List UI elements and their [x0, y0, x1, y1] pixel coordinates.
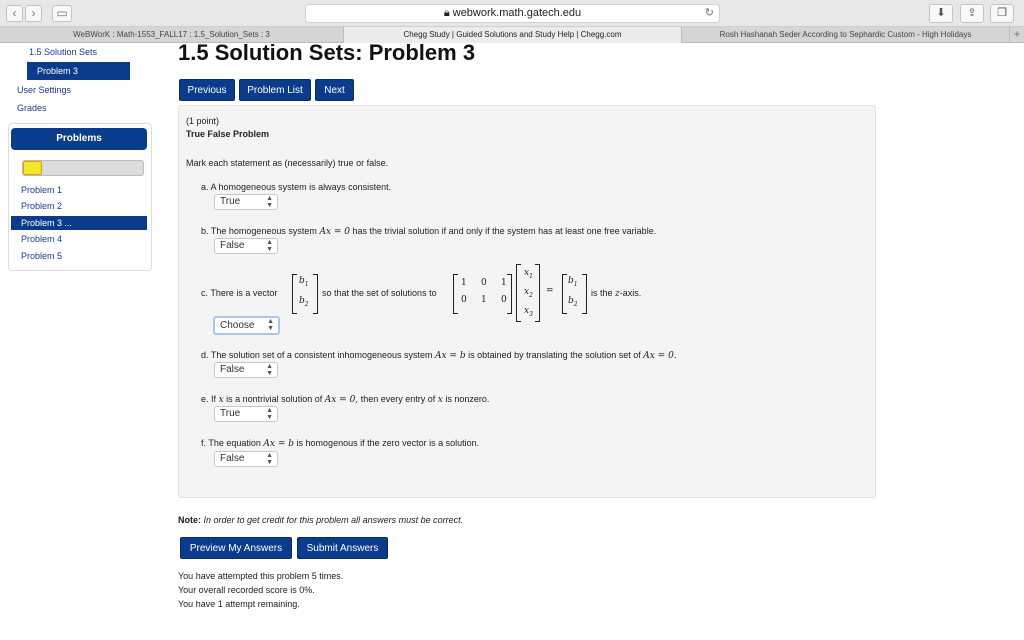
statement-e: e. If x is a nontrivial solution of Ax = 0, then every entry of x is nonzero. [201, 394, 490, 405]
problem-link-2[interactable]: Problem 2 [21, 201, 63, 211]
answer-c-select[interactable] [213, 316, 280, 335]
points: (1 point) [186, 116, 220, 126]
previous-button[interactable]: Previous [179, 79, 235, 101]
answer-e-select[interactable] [214, 406, 278, 422]
matrix-entry-21: 0 [461, 295, 467, 305]
sidebar-user-settings[interactable]: User Settings [17, 85, 72, 95]
answer-c-value: Choose [220, 320, 255, 331]
back-button[interactable]: ‹ [6, 5, 23, 22]
vector-b2-entry-2: $b_2$ [568, 296, 578, 308]
select-arrows-icon: ▲ ▼ [266, 195, 273, 209]
statement-c-post: is the z-axis. [591, 288, 642, 299]
select-arrows-icon: ▲ ▼ [266, 452, 273, 466]
reload-icon[interactable]: ↻ [704, 7, 714, 19]
answer-f-value: False [220, 453, 245, 464]
statement-a-text: A homogeneous system is always consistent. [210, 182, 392, 192]
equals-sign: = [546, 286, 554, 296]
statement-c-label: c. [201, 288, 209, 298]
problem-body [178, 105, 876, 498]
progress-fill [23, 161, 42, 175]
note [178, 515, 463, 525]
forward-button[interactable]: › [25, 5, 42, 22]
problem-link-3[interactable]: Problem 3 ... [11, 216, 147, 230]
tab-bar [0, 27, 1024, 43]
vector-x-entry-3: $x_3$ [524, 306, 533, 318]
answer-e-value: True [220, 408, 241, 419]
problem-type: True False Problem [186, 129, 270, 139]
select-arrows-icon: ▲ ▼ [266, 363, 273, 377]
answer-b-value: False [220, 240, 245, 251]
sidebar-set-link[interactable]: 1.5 Solution Sets [29, 47, 98, 57]
new-tab-icon[interactable]: + [1013, 27, 1021, 41]
matrix-bracket-left [453, 274, 458, 314]
matrix-entry-12: 0 [481, 278, 487, 288]
answer-d-value: False [220, 364, 245, 375]
page-title: 1.5 Solution Sets: Problem 3 [178, 40, 476, 65]
vector-b2-bracket-left [562, 274, 567, 314]
address-bar[interactable] [305, 4, 720, 23]
tab-webwork[interactable]: WeBWorK : Math-1553_FALL17 : 1.5_Solution_Sets : 3 [0, 27, 344, 43]
url-text: webwork.math.gatech.edu [452, 7, 582, 19]
problem-list-button[interactable]: Problem List [239, 79, 311, 101]
vector-x-bracket-left [516, 264, 521, 322]
vector-b-entry-1: $b_1$ [299, 276, 309, 288]
answer-f-select[interactable] [214, 451, 278, 467]
axis-label: z [615, 289, 620, 299]
sidebar-active-problem[interactable]: Problem 3 [27, 62, 130, 80]
vector-b2-entry-1: $b_1$ [568, 276, 578, 288]
statement-d: d. The solution set of a consistent inhomogeneous system Ax = b is obtained by translating the solution set of Ax = 0. [201, 350, 677, 361]
lock-icon: 🔒︎ [443, 7, 450, 19]
problem-link-1[interactable]: Problem 1 [21, 185, 63, 195]
answer-a-select[interactable] [214, 194, 278, 210]
tab-rosh-hashanah[interactable]: Rosh Hashanah Seder According to Sephardic Custom - High Holidays [682, 27, 1010, 43]
next-button[interactable]: Next [315, 79, 354, 101]
attempts-line-1: You have attempted this problem 5 times. [178, 571, 344, 581]
matrix-entry-23: 0 [501, 295, 507, 305]
vector-b2-bracket-right [582, 274, 587, 314]
vector-b-bracket-right [313, 274, 318, 314]
statement-c-pre-text: There is a vector [210, 288, 278, 298]
statement-b-pre: The homogeneous system [210, 226, 317, 236]
statement-a [201, 182, 391, 192]
tabs-overview-icon[interactable]: ❐ [990, 4, 1014, 23]
statement-b-math: Ax = 0 [319, 227, 351, 237]
matrix-entry-11: 1 [461, 278, 467, 288]
answer-b-select[interactable] [214, 238, 278, 254]
statement-f: f. The equation Ax = b is homogenous if the zero vector is a solution. [201, 438, 480, 449]
statement-b-post: has the trivial solution if and only if the system has at least one free variable. [352, 226, 657, 236]
attempts-line-2: Your overall recorded score is 0%. [178, 585, 315, 595]
problems-header: Problems [11, 128, 147, 150]
matrix-entry-13: 1 [501, 278, 507, 288]
problems-panel [8, 123, 152, 271]
note-text: In order to get credit for this problem all answers must be correct. [203, 515, 464, 525]
tab-chegg[interactable]: Chegg Study | Guided Solutions and Study Help | Chegg.com [344, 27, 682, 43]
instructions: Mark each statement as (necessarily) true or false. [186, 158, 389, 168]
vector-b-entry-2: $b_2$ [299, 296, 309, 308]
statement-c-pre [201, 288, 277, 298]
statement-a-label: a. [201, 182, 209, 192]
sidebar-toggle-icon[interactable]: ▭ [52, 5, 72, 22]
statement-c-mid: so that the set of solutions to [322, 288, 437, 298]
statement-b [201, 226, 656, 237]
matrix-entry-22: 1 [481, 295, 487, 305]
select-arrows-icon: ▲ ▼ [267, 318, 274, 332]
sidebar-grades[interactable]: Grades [17, 103, 47, 113]
attempts-line-3: You have 1 attempt remaining. [178, 599, 300, 609]
share-icon[interactable]: ⇪ [960, 4, 984, 23]
download-icon[interactable]: ⬇ [929, 4, 953, 23]
select-arrows-icon: ▲ ▼ [266, 239, 273, 253]
problem-link-5[interactable]: Problem 5 [21, 251, 63, 261]
select-arrows-icon: ▲ ▼ [266, 407, 273, 421]
matrix-bracket-right [507, 274, 512, 314]
submit-answers-button[interactable]: Submit Answers [297, 537, 388, 559]
note-label: Note: [178, 515, 201, 525]
problem-link-4[interactable]: Problem 4 [21, 234, 63, 244]
browser-toolbar [0, 0, 1024, 27]
vector-x-entry-1: $x_1$ [524, 268, 533, 280]
vector-b-bracket-left [292, 274, 297, 314]
vector-x-entry-2: $x_2$ [524, 287, 533, 299]
statement-b-label: b. [201, 226, 209, 236]
preview-answers-button[interactable]: Preview My Answers [180, 537, 292, 559]
vector-x-bracket-right [535, 264, 540, 322]
answer-d-select[interactable] [214, 362, 278, 378]
progress-bar [22, 160, 144, 176]
answer-a-value: True [220, 196, 241, 207]
